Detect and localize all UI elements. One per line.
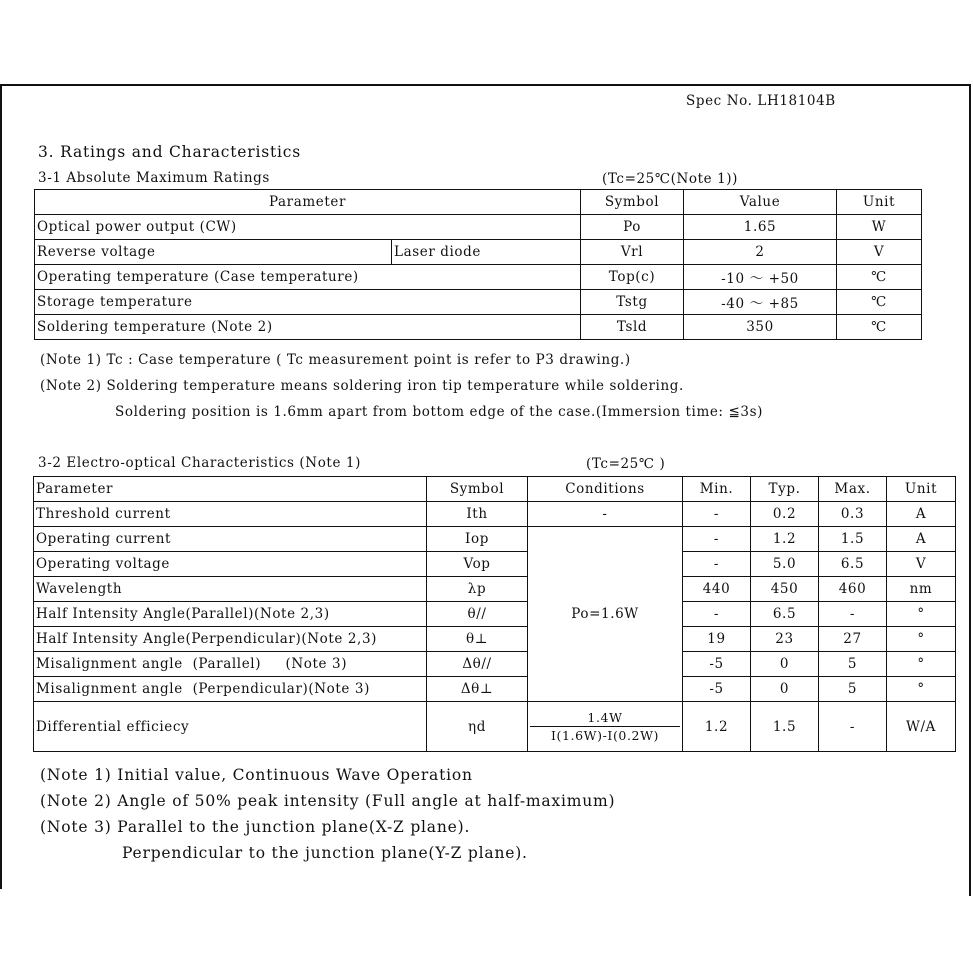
cell-typ: 0.2 <box>751 502 819 527</box>
cell-symbol: θ// <box>427 602 528 627</box>
abs-max-condition: (Tc=25℃(Note 1)) <box>602 171 739 187</box>
fraction-numerator: 1.4W <box>530 710 680 727</box>
cell-parameter: Threshold current <box>34 502 427 527</box>
cell-symbol: λp <box>427 577 528 602</box>
table-row <box>34 652 956 677</box>
abs-max-note-2-cont: Soldering position is 1.6mm apart from bottom edge of the case.(Immersion time: ≦3s) <box>115 404 763 420</box>
cell-max: 27 <box>819 627 887 652</box>
cell-parameter: Operating voltage <box>34 552 427 577</box>
fraction-denominator: I(1.6W)-I(0.2W) <box>550 728 660 743</box>
spec-number: Spec No. LH18104B <box>686 93 836 109</box>
cell-unit: ° <box>887 652 956 677</box>
cell-value: 1.65 <box>684 215 837 240</box>
table-row <box>34 602 956 627</box>
cell-min: -5 <box>683 652 751 677</box>
cell-unit: ℃ <box>837 265 922 290</box>
cell-symbol: Top(c) <box>581 265 684 290</box>
cell-symbol: Tsld <box>581 315 684 340</box>
table-row <box>35 290 922 315</box>
cell-max: - <box>819 702 887 752</box>
header-parameter: Parameter <box>34 477 427 502</box>
cell-parameter: Misalignment angle (Perpendicular)(Note 3) <box>34 677 427 702</box>
cell-parameter: Differential efficiecy <box>34 702 427 752</box>
cell-symbol: ηd <box>427 702 528 752</box>
cell-unit: ° <box>887 602 956 627</box>
cell-symbol: Po <box>581 215 684 240</box>
cell-typ: 5.0 <box>751 552 819 577</box>
cell-min: 1.2 <box>683 702 751 752</box>
header-typ: Typ. <box>751 477 819 502</box>
table-row <box>35 265 922 290</box>
cell-min: -5 <box>683 677 751 702</box>
header-unit: Unit <box>887 477 956 502</box>
table-row <box>35 215 922 240</box>
cell-symbol: Ith <box>427 502 528 527</box>
cell-min: 440 <box>683 577 751 602</box>
table-row <box>34 627 956 652</box>
cell-max: 1.5 <box>819 527 887 552</box>
cell-min: - <box>683 602 751 627</box>
cell-typ: 0 <box>751 677 819 702</box>
table-row <box>34 552 956 577</box>
abs-max-note-2: (Note 2) Soldering temperature means soldering iron tip temperature while soldering. <box>40 378 684 394</box>
cell-typ: 1.5 <box>751 702 819 752</box>
cell-conditions: - <box>528 502 683 527</box>
cell-min: - <box>683 502 751 527</box>
table-row <box>35 315 922 340</box>
table-row <box>34 527 956 552</box>
eo-condition: (Tc=25℃ ) <box>586 456 666 472</box>
cell-parameter: Soldering temperature (Note 2) <box>35 315 581 340</box>
cell-parameter: Operating current <box>34 527 427 552</box>
header-max: Max. <box>819 477 887 502</box>
header-conditions: Conditions <box>528 477 683 502</box>
cell-unit: A <box>887 502 956 527</box>
cell-unit: ° <box>887 677 956 702</box>
eo-note-3: (Note 3) Parallel to the junction plane(X-Z plane). <box>40 818 471 836</box>
cell-min: 19 <box>683 627 751 652</box>
cell-max: 5 <box>819 652 887 677</box>
cell-typ: 0 <box>751 652 819 677</box>
cell-min: - <box>683 552 751 577</box>
eo-title: 3-2 Electro-optical Characteristics (Note 1) <box>38 455 361 471</box>
table-row <box>35 240 922 265</box>
cell-unit: W <box>837 215 922 240</box>
cell-merged-condition: Po=1.6W <box>528 527 683 702</box>
cell-unit: ° <box>887 627 956 652</box>
cell-typ: 6.5 <box>751 602 819 627</box>
cell-typ: 1.2 <box>751 527 819 552</box>
cell-parameter: Wavelength <box>34 577 427 602</box>
cell-symbol: θ⊥ <box>427 627 528 652</box>
header-symbol: Symbol <box>581 190 684 215</box>
header-symbol: Symbol <box>427 477 528 502</box>
cell-symbol: Δθ// <box>427 652 528 677</box>
cell-symbol: Vop <box>427 552 528 577</box>
cell-symbol: Δθ⊥ <box>427 677 528 702</box>
cell-min: - <box>683 527 751 552</box>
cell-max: 6.5 <box>819 552 887 577</box>
cell-parameter: Operating temperature (Case temperature) <box>35 265 581 290</box>
eo-note-3-cont: Perpendicular to the junction plane(Y-Z plane). <box>122 844 528 862</box>
section-title: 3. Ratings and Characteristics <box>38 143 301 161</box>
abs-max-title: 3-1 Absolute Maximum Ratings <box>38 170 270 186</box>
cell-symbol: Vrl <box>581 240 684 265</box>
cell-value: 2 <box>684 240 837 265</box>
cell-unit: A <box>887 527 956 552</box>
page-frame-left-edge <box>0 84 2 889</box>
header-value: Value <box>684 190 837 215</box>
cell-parameter: Storage temperature <box>35 290 581 315</box>
table-row <box>34 502 956 527</box>
cell-max: 5 <box>819 677 887 702</box>
cell-subparameter: Laser diode <box>392 240 581 265</box>
cell-symbol: Tstg <box>581 290 684 315</box>
cell-unit: ℃ <box>837 290 922 315</box>
cell-parameter: Reverse voltage <box>35 240 392 265</box>
table-row <box>34 577 956 602</box>
cell-symbol: Iop <box>427 527 528 552</box>
table-row <box>34 677 956 702</box>
cell-unit: V <box>887 552 956 577</box>
abs-max-table <box>34 189 922 340</box>
abs-max-note-1: (Note 1) Tc : Case temperature ( Tc measurement point is refer to P3 drawing.) <box>40 352 631 368</box>
cell-fraction <box>528 702 683 752</box>
cell-value: -40 ～ +85 <box>684 290 837 315</box>
header-min: Min. <box>683 477 751 502</box>
table-row <box>34 702 956 752</box>
cell-unit: nm <box>887 577 956 602</box>
header-parameter: Parameter <box>35 190 581 215</box>
cell-max: - <box>819 602 887 627</box>
eo-note-2: (Note 2) Angle of 50% peak intensity (Full angle at half-maximum) <box>40 792 616 810</box>
cell-parameter: Half Intensity Angle(Perpendicular)(Note 2,3) <box>34 627 427 652</box>
cell-parameter: Half Intensity Angle(Parallel)(Note 2,3) <box>34 602 427 627</box>
cell-parameter: Misalignment angle (Parallel) (Note 3) <box>34 652 427 677</box>
cell-typ: 450 <box>751 577 819 602</box>
cell-value: -10 ～ +50 <box>684 265 837 290</box>
cell-max: 460 <box>819 577 887 602</box>
cell-typ: 23 <box>751 627 819 652</box>
cell-unit: ℃ <box>837 315 922 340</box>
table-header-row <box>35 190 922 215</box>
cell-unit: W/A <box>887 702 956 752</box>
eo-note-1: (Note 1) Initial value, Continuous Wave Operation <box>40 766 473 784</box>
cell-max: 0.3 <box>819 502 887 527</box>
cell-unit: V <box>837 240 922 265</box>
eo-table <box>33 476 956 752</box>
table-header-row <box>34 477 956 502</box>
cell-parameter: Optical power output (CW) <box>35 215 581 240</box>
header-unit: Unit <box>837 190 922 215</box>
cell-value: 350 <box>684 315 837 340</box>
